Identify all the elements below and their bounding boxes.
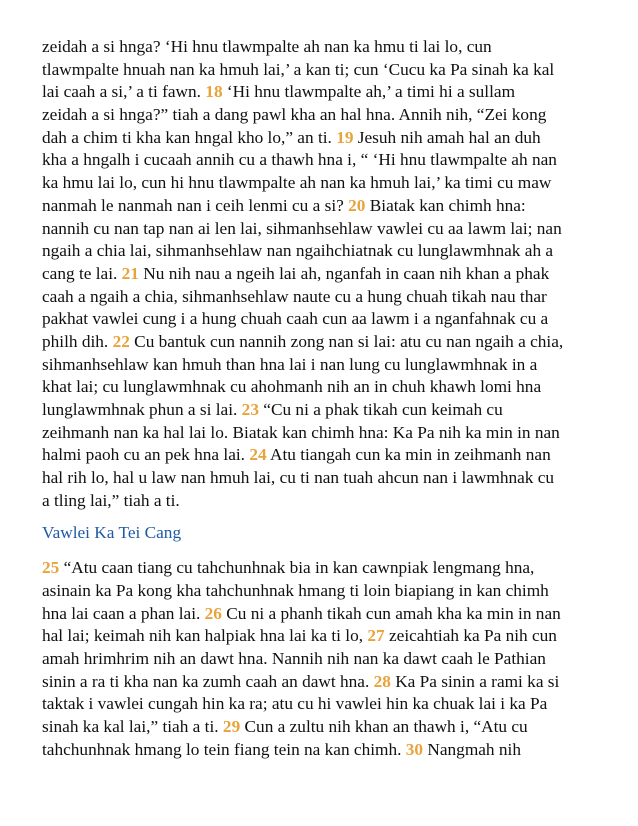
text-line bbox=[42, 195, 602, 218]
verse-number: 29 bbox=[222, 716, 241, 736]
verse-number: 28 bbox=[373, 671, 391, 691]
verse-text: sinin a ra ti kha nan ka zumh caah an dawt hna. bbox=[42, 671, 374, 691]
verse-text: philh dih. bbox=[42, 331, 113, 351]
verse-text: zeidah a si hnga? ‘Hi hnu tlawmpalte ah nan ka hmu ti lai lo, cun bbox=[42, 37, 492, 56]
verse-text: hal lai; keimah nih kan halpiak hna lai ka ti lo, bbox=[42, 626, 368, 646]
text-line bbox=[42, 354, 602, 377]
verse-text: sinah ka kal lai,” tiah a ti. bbox=[42, 716, 223, 736]
verse-text: zeicahtiah ka Pa nih cun bbox=[384, 626, 557, 646]
verse-number: 26 bbox=[204, 603, 222, 623]
text-line bbox=[42, 127, 602, 150]
verse-text: “Atu caan tiang cu tahchunhnak bia in kan cawnpiak lengmang hna, bbox=[59, 558, 535, 578]
verse-text: cang te lai. bbox=[42, 263, 122, 283]
text-line bbox=[42, 240, 602, 263]
verse-number: 20 bbox=[348, 195, 366, 215]
text-line bbox=[42, 490, 602, 513]
verse-text: nannih cu nan tap nan ai len lai, sihmanhsehlaw vawlei cu aa lawm lai; nan bbox=[42, 218, 562, 238]
verse-text: “Cu ni a phak tikah cun keimah cu bbox=[258, 400, 503, 419]
verse-text: halmi paoh cu an pek hna lai. bbox=[42, 445, 250, 465]
verse-text: hna lai caan a phan lai. bbox=[42, 603, 205, 623]
text-line bbox=[42, 603, 602, 626]
verse-number: 25 bbox=[42, 558, 60, 578]
verse-text: tlawmpalte hnuah nan ka hmuh lai,’ a kan ti; cun ‘Cucu ka Pa sinah ka kal bbox=[42, 59, 555, 79]
text-line bbox=[42, 172, 602, 195]
verse-number: 21 bbox=[121, 263, 139, 283]
text-line bbox=[42, 557, 602, 580]
text-line bbox=[42, 399, 602, 422]
text-line bbox=[42, 36, 602, 59]
text-line bbox=[42, 308, 602, 331]
verse-text: zeihmanh nan ka hal lai lo. Biatak kan chimh hna: Ka Pa nih ka min in nan bbox=[42, 422, 560, 442]
paragraph-john-16-25-30 bbox=[42, 557, 602, 761]
verse-text: sihmanhsehlaw kan hmuh than hna lai i nan lung cu lunglawmhnak in a bbox=[42, 354, 538, 374]
verse-text: hal rih lo, hal u law nan hmuh lai, cu ti nan tuah ahcun nan i lawmhnak cu bbox=[42, 468, 555, 488]
verse-text: ka hmu lai lo, cun hi hnu tlawmpalte ah nan ka hmuh lai,’ ka timi cu maw bbox=[42, 173, 552, 193]
verse-text: lai caah a si,’ a ti fawn. bbox=[42, 82, 206, 102]
verse-text: Cu bantuk cun nannih zong nan si lai: atu cu nan ngaih a chia, bbox=[129, 331, 564, 351]
paragraph-john-16-17-24 bbox=[42, 36, 602, 512]
text-line bbox=[42, 693, 602, 716]
text-line bbox=[42, 716, 602, 739]
verse-text: Cun a zultu nih khan an thawh i, “Atu cu bbox=[240, 716, 528, 736]
section-heading: Vawlei Ka Tei Cang bbox=[42, 523, 182, 543]
document-page bbox=[42, 36, 602, 761]
text-line bbox=[42, 286, 602, 309]
verse-number: 22 bbox=[112, 331, 130, 351]
verse-number: 19 bbox=[336, 127, 354, 147]
verse-text: kha a hngalh i cucaah annih cu a thawh hna i, “ ‘Hi hnu tlawmpalte ah nan bbox=[42, 150, 557, 170]
verse-text: Nu nih nau a ngeih lai ah, nganfah in caan nih khan a phak bbox=[138, 263, 550, 283]
verse-number: 27 bbox=[367, 626, 385, 646]
text-line bbox=[42, 331, 602, 354]
text-line bbox=[42, 263, 602, 286]
verse-number: 18 bbox=[205, 82, 223, 102]
verse-text: a tling lai,” tiah a ti. bbox=[42, 490, 180, 510]
text-line bbox=[42, 149, 602, 172]
verse-text: amah hrimhrim nih an dawt hna. Nannih nih nan ka dawt caah le Pathian bbox=[42, 648, 546, 668]
text-line bbox=[42, 218, 602, 241]
verse-number: 24 bbox=[249, 445, 267, 465]
verse-text: taktak i vawlei cungah hin ka ra; atu cu hi vawlei hin ka chuak lai i ka Pa bbox=[42, 694, 548, 714]
text-line bbox=[42, 625, 602, 648]
verse-text: Ka Pa sinin a rami ka si bbox=[390, 671, 560, 691]
verse-text: Biatak kan chimh hna: bbox=[365, 195, 526, 215]
text-line bbox=[42, 739, 602, 762]
text-line bbox=[42, 648, 602, 671]
verse-text: asinain ka Pa kong kha tahchunhnak hmang ti loin biapiang in kan chimh bbox=[42, 580, 549, 600]
verse-number: 23 bbox=[241, 400, 259, 419]
text-line bbox=[42, 467, 602, 490]
verse-text: Cu ni a phanh tikah cun amah kha ka min in nan bbox=[221, 603, 561, 623]
text-line bbox=[42, 444, 602, 467]
verse-text: khat lai; cu lunglawmhnak cu ahohmanh nih an in chuh khawh lomi hna bbox=[42, 377, 542, 397]
verse-text: dah a chim ti kha kan hngal kho lo,” an ti. bbox=[42, 127, 337, 147]
verse-text: pakhat vawlei cung i a hung chuah caah cun aa lawm i a nganfahnak cu a bbox=[42, 309, 549, 329]
verse-text: tahchunhnak hmang lo tein fiang tein na kan chimh. bbox=[42, 739, 406, 759]
text-line bbox=[42, 671, 602, 694]
verse-text: Atu tiangah cun ka min in zeihmanh nan bbox=[266, 445, 551, 465]
verse-text: Nangmah nih bbox=[423, 739, 521, 759]
verse-text: lunglawmhnak phun a si lai. bbox=[42, 400, 242, 419]
text-line bbox=[42, 580, 602, 603]
text-line bbox=[42, 422, 602, 445]
verse-text: zeidah a si hnga?” tiah a dang pawl kha an hal hna. Annih nih, “Zei kong bbox=[42, 105, 547, 125]
verse-text: Jesuh nih amah hal an duh bbox=[353, 127, 541, 147]
verse-text: nanmah le nanmah nan i ceih lenmi cu a si? bbox=[42, 195, 349, 215]
verse-number: 30 bbox=[405, 739, 424, 759]
text-line bbox=[42, 59, 602, 82]
text-line bbox=[42, 104, 602, 127]
text-line bbox=[42, 81, 602, 104]
text-line bbox=[42, 376, 602, 399]
verse-text: caah a ngaih a chia, sihmanhsehlaw naute cu a hung chuah tikah nau thar bbox=[42, 286, 547, 306]
verse-text: ngaih a chia lai, sihmanhsehlaw nan ngaihchiatnak cu lunglawmhnak ah a bbox=[42, 241, 554, 261]
verse-text: ‘Hi hnu tlawmpalte ah,’ a timi hi a sullam bbox=[222, 82, 516, 102]
